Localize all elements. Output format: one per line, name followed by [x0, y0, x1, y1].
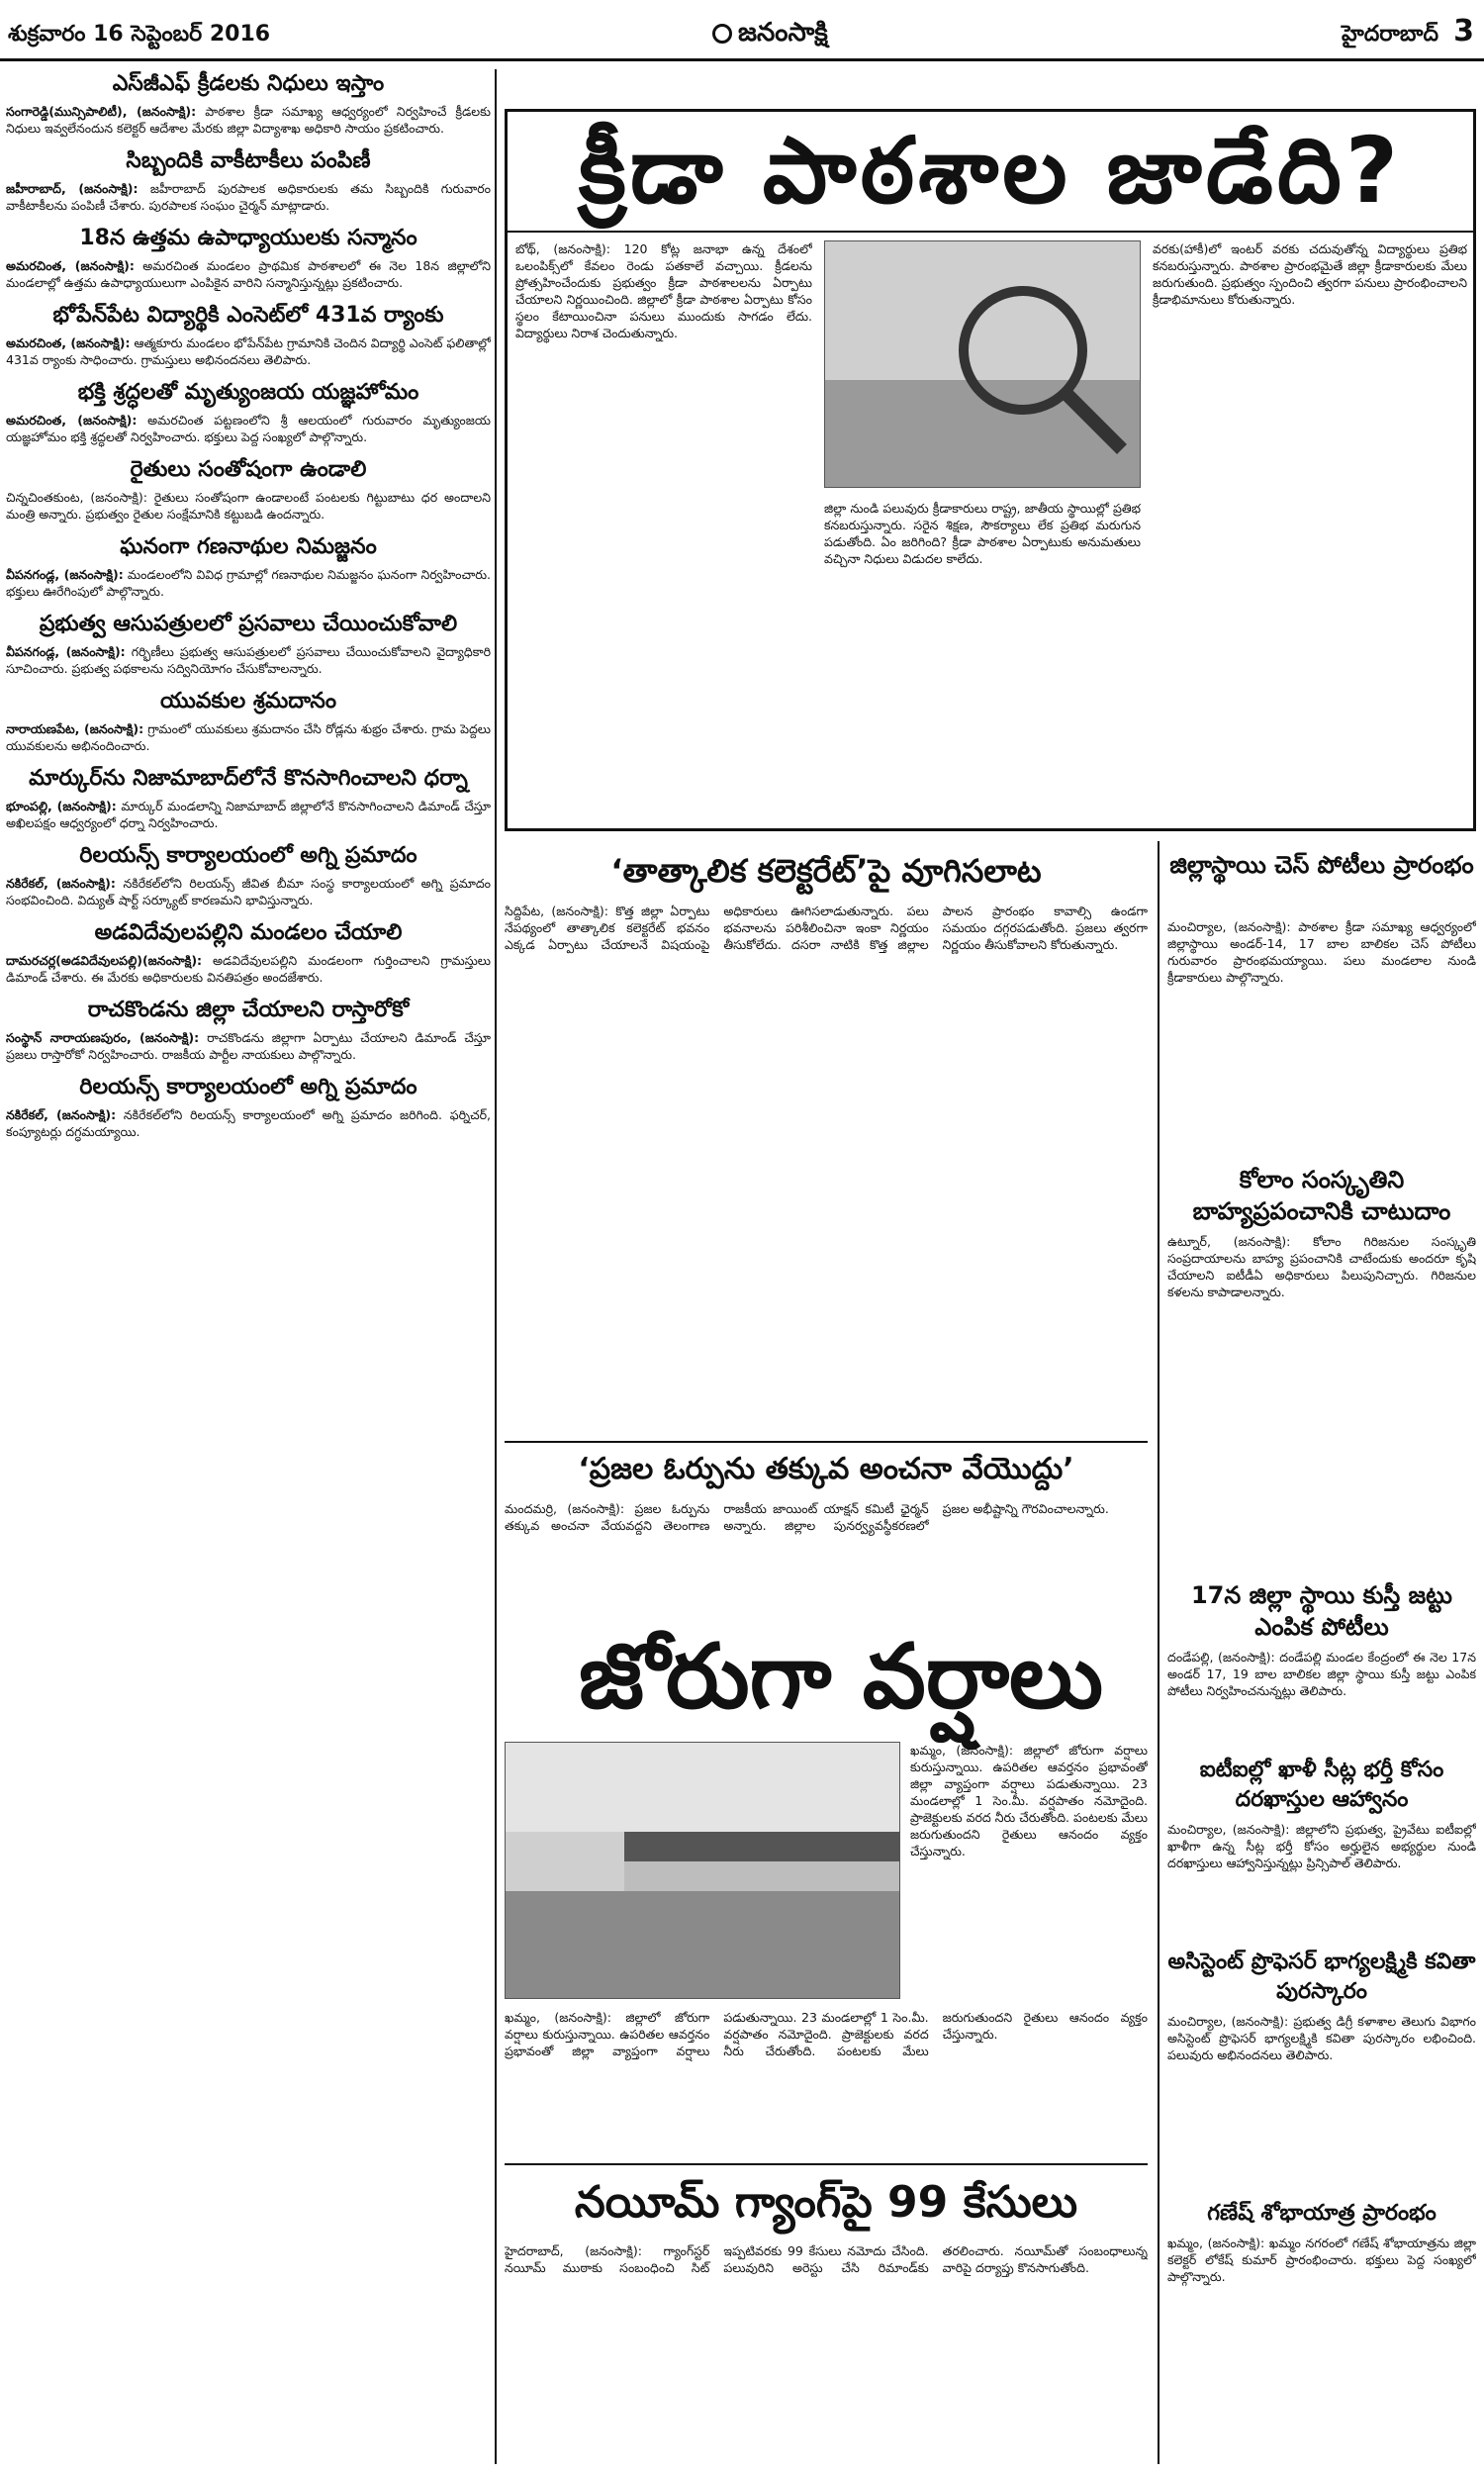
professor-body: మంచిర్యాల, (జనంసాక్షి): ప్రభుత్వ డిగ్రీ కళాశాల తెలుగు విభాగం అసిస్టెంట్ ప్రొఫెసర్ భాగ్యలక్ష్మికి కవితా పురస్కారం లభించింది. పలువురు అభినందనలు తెలిపారు.	[1167, 2014, 1476, 2062]
professor-headline: అసిస్టెంట్ ప్రొఫెసర్ భాగ్యలక్ష్మికి కవితా పురస్కారం	[1167, 1950, 1476, 2004]
page-number: 3	[1453, 14, 1474, 48]
story-body	[6, 103, 491, 137]
story-text: నకిరేకల్‌లోని రిలయన్స్ జీవిత బీమా సంస్థ కార్యాలయంలో అగ్ని ప్రమాదం సంభవించింది. విద్యుత్ షార్ట్ సర్క్యూట్ కారణమని భావిస్తున్నారు.	[6, 876, 491, 907]
story-text: గర్భిణీలు ప్రభుత్వ ఆసుపత్రులలో ప్రసవాలు చేయించుకోవాలని వైద్యాధికారి సూచించారు. ప్రభుత్వ పథకాలను సద్వినియోగం చేసుకోవాలన్నారు.	[6, 644, 491, 676]
story-headline: సిబ్బందికి వాకీటాకీలు పంపిణీ	[126, 148, 371, 173]
story-headline: రాచకొండను జిల్లా చేయాలని రాస్తారోకో	[87, 998, 410, 1022]
collectorate-body: సిద్దిపేట, (జనంసాక్షి): కొత్త జిల్లా ఏర్పాటు నేపథ్యంలో తాత్కాలిక కలెక్టరేట్ భవనం ఎక్కడ ఏర్పాటు చేయాలనే విషయంపై అధికారులు ఊగిసలాడుతున్నారు. పలు భవనాలను పరిశీలించినా ఇంకా నిర్ణయం తీసుకోలేదు. దసరా నాటికి కొత్త జిల్లాల పాలన ప్రారంభం కావాల్సి ఉండగా సమయం దగ్గరపడుతోంది. ప్రజలు త్వరగా నిర్ణయం తీసుకోవాలని కోరుతున్నారు.	[505, 904, 1148, 952]
column-divider	[495, 69, 497, 2464]
story-text: అమరచింత పట్టణంలోని శ్రీ ఆలయంలో గురువారం మృత్యుంజయ యజ్ఞహోమం భక్తి శ్రద్ధలతో నిర్వహించారు. భక్తులు పెద్ద సంఖ్యలో పాల్గొన్నారు.	[6, 413, 491, 444]
story-headline: భోపేన్‌పేట విద్యార్థికి ఎంసెట్‌లో 431వ ర్యాంకు	[52, 303, 444, 328]
story-text: ఆత్మకూరు మండలం భోపేన్‌పేట గ్రామానికి చెందిన విద్యార్థి ఎంసెట్ ఫలితాల్లో 431వ ర్యాంకు సాధించారు. గ్రామస్తులు అభినందనలు తెలిపారు.	[6, 335, 491, 367]
ganesh-headline: గణేష్ శోభాయాత్ర ప్రారంభం	[1207, 2201, 1437, 2226]
magnifier-photo-graphic	[825, 241, 1140, 487]
nayeem-headline: నయీమ్ గ్యాంగ్‌పై 99 కేసులు	[574, 2177, 1078, 2228]
iti-body: మంచిర్యాల, (జనంసాక్షి): జిల్లాలోని ప్రభుత్వ, ప్రైవేటు ఐటీఐల్లో ఖాళీగా ఉన్న సీట్ల భర్తీ కోసం అర్హులైన అభ్యర్థుల నుండి దరఖాస్తులు ఆహ్వానిస్తున్నట్లు ప్రిన్సిపాల్ తెలిపారు.	[1167, 1822, 1476, 1870]
chess-body: మంచిర్యాల, (జనంసాక్షి): పాఠశాల క్రీడా సమాఖ్య ఆధ్వర్యంలో జిల్లాస్థాయి అండర్-14, 17 బాల బాలికల చెస్ పోటీలు గురువారం ప్రారంభమయ్యాయి. పలు మండలాల నుండి క్రీడాకారులు పాల్గొన్నారు.	[1167, 919, 1476, 985]
story-text: రాచకొండను జిల్లాగా ఏర్పాటు చేయాలని డిమాండ్ చేస్తూ ప్రజలు రాస్తారోకో నిర్వహించారు. రాజకీయ పార్టీల నాయకులు పాల్గొన్నారు.	[6, 1030, 491, 1062]
story-text: అమరచింత మండలం ప్రాథమిక పాఠశాలలో ఈ నెల 18న జిల్లాలోని మండలాల్లో ఉత్తమ ఉపాధ్యాయులుగా ఎంపికైన వారిని సన్మానిస్తున్నట్లు ప్రకటించారు.	[6, 258, 491, 290]
story-headline: భక్తి శ్రద్ధలతో మృత్యుంజయ యజ్ఞహోమం	[77, 380, 419, 405]
rains-body: ఖమ్మం, (జనంసాక్షి): జిల్లాలో జోరుగా వర్షాలు కురుస్తున్నాయి. ఉపరితల ఆవర్తనం ప్రభావంతో జిల్లా వ్యాప్తంగా వర్షాలు పడుతున్నాయి. 23 మండలాల్లో 1 సెం.మీ. వర్షపాతం నమోదైంది. ప్రాజెక్టులకు వరద నీరు చేరుతోంది. పంటలకు మేలు జరుగుతుందని రైతులు ఆనందం వ్యక్తం చేస్తున్నారు.	[505, 2010, 1148, 2058]
ganesh-body: ఖమ్మం, (జనంసాక్షి): ఖమ్మం నగరంలో గణేష్ శోభాయాత్రను జిల్లా కలెక్టర్ లోకేష్ కుమార్ ప్రారంభించారు. భక్తులు పెద్ద సంఖ్యలో పాల్గొన్నారు.	[1167, 2236, 1476, 2284]
news-story	[6, 455, 491, 523]
feature-headline: క్రీడా పాఠశాల జాడేది?	[508, 112, 1473, 233]
left-news-column	[6, 69, 491, 2464]
story-dateline: సంస్థాన్ నారాయణపురం, (జనంసాక్షి):	[6, 1030, 200, 1045]
story-dateline: వీపనగండ్ల, (జనంసాక్షి):	[6, 644, 126, 659]
story-body	[6, 180, 491, 214]
story-text: చిన్నచింతకుంట, (జనంసాక్షి): రైతులు సంతోషంగా ఉండాలంటే పంటలకు గిట్టుబాటు ధర అందాలని మంత్రి అన్నారు. ప్రభుత్వం రైతుల సంక్షేమానికి కట్టుబడి ఉందన్నారు.	[6, 490, 491, 522]
story-text: మండలంలోని వివిధ గ్రామాల్లో గణనాథుల నిమజ్జనం ఘనంగా నిర్వహించారు. భక్తులు ఊరేగింపులో పాల్గొన్నారు.	[6, 567, 491, 599]
kolam-headline: కోలాం సంస్కృతిని బాహ్యప్రపంచానికి చాటుదాం	[1192, 1166, 1451, 1225]
story-dateline: అమరచింత, (జనంసాక్షి):	[6, 258, 135, 273]
story-headline: రైతులు సంతోషంగా ఉండాలి	[130, 457, 367, 482]
story-dateline: నకిరేకల్, (జనంసాక్షి):	[6, 876, 116, 891]
story-headline: రిలయన్స్ కార్యాలయంలో అగ్ని ప్రమాదం	[79, 1075, 417, 1099]
story-text: జహీరాబాద్ పురపాలక అధికారులకు తమ సిబ్బందికి గురువారం వాకీటాకీలను పంపిణీ చేశారు. పురపాలక సంఘం చైర్మన్ మాట్లాడారు.	[6, 181, 491, 213]
estimate-body: మందమర్రి, (జనంసాక్షి): ప్రజల ఓర్పును తక్కువ అంచనా వేయవద్దని తెలంగాణ రాజకీయ జాయింట్ యాక్షన్ కమిటీ ఛైర్మన్ అన్నారు. జిల్లాల పునర్వ్యవస్థీకరణలో ప్రజల అభీష్టాన్ని గౌరవించాలన్నారు.	[505, 1501, 1109, 1533]
spillway-shape	[624, 1861, 899, 1891]
news-story	[6, 610, 491, 677]
story-headline: ప్రభుత్వ ఆసుపత్రులలో ప్రసవాలు చేయించుకోవాలి	[39, 612, 458, 636]
feature-story-box	[505, 109, 1476, 831]
issue-date: శుక్రవారం 16 సెప్టెంబర్ 2016	[8, 22, 271, 47]
story-body	[6, 566, 491, 600]
story-dateline: అమరచింత, (జనంసాక్షి):	[6, 335, 131, 350]
feature-column: జిల్లా నుండి పలువురు క్రీడాకారులు రాష్ట్ర, జాతీయ స్థాయిల్లో ప్రతిభ కనబరుస్తున్నారు. సరైన శిక్షణ, సౌకర్యాలు లేక ప్రతిభ మరుగున పడుతోంది. ఏం జరిగింది? క్రీడా పాఠశాల ఏర్పాటుకు అనుమతులు వచ్చినా నిధులు విడుదల కాలేదు.	[824, 501, 1141, 566]
story-body	[6, 952, 491, 986]
kusti-headline: 17న జిల్లా స్థాయి కుస్తీ జట్టు ఎంపిక పోటీలు	[1190, 1581, 1452, 1641]
story-body	[6, 875, 491, 908]
story-body	[6, 257, 491, 291]
rains-headline: జోరుగా వర్షాలు	[578, 1625, 1104, 1729]
news-story	[6, 1073, 491, 1140]
story-text: అడవిదేవులపల్లిని మండలంగా గుర్తించాలని గ్రామస్తులు డిమాండ్ చేశారు. ఈ మేరకు అధికారులకు వినతిపత్రం అందజేశారు.	[6, 953, 491, 985]
story-dateline: దామరచర్ల(అడవిదేవులపల్లి)(జనంసాక్షి):	[6, 953, 203, 968]
feature-body	[515, 240, 1465, 820]
rains-sidebody: ఖమ్మం, (జనంసాక్షి): జిల్లాలో జోరుగా వర్షాలు కురుస్తున్నాయి. ఉపరితల ఆవర్తనం ప్రభావంతో జిల్లా వ్యాప్తంగా వర్షాలు పడుతున్నాయి. 23 మండలాల్లో 1 సెం.మీ. వర్షపాతం నమోదైంది. ప్రాజెక్టులకు వరద నీరు చేరుతోంది. పంటలకు మేలు జరుగుతుందని రైతులు ఆనందం వ్యక్తం చేస్తున్నారు.	[910, 1743, 1148, 1858]
logo-mark-icon	[712, 24, 732, 44]
story-headline: మార్కుర్‌ను నిజామాబాద్‌లోనే కొనసాగించాలని ధర్నా	[29, 766, 468, 791]
logo-text: జనంసాక్షి	[738, 18, 828, 48]
collectorate-headline: ‘తాత్కాలిక కలెక్టరేట్’పై వూగిసలాట	[610, 852, 1042, 890]
iti-headline: ఐటీఐల్లో ఖాళీ సీట్ల భర్తీ కోసం దరఖాస్తుల ఆహ్వానం	[1199, 1758, 1444, 1812]
feature-column: బోథ్, (జనంసాక్షి): 120 కోట్ల జనాభా ఉన్న దేశంలో ఒలంపిక్స్‌లో కేవలం రెండు పతకాలే వచ్చాయి. క్రీడలను ప్రోత్సహించేందుకు ప్రభుత్వం క్రీడా పాఠశాలలను ఏర్పాటు చేయాలని నిర్ణయించింది. జిల్లాలో క్రీడా పాఠశాల ఏర్పాటు కోసం స్థలం కేటాయించినా పనులు ముందుకు సాగడం లేదు. విద్యార్థులు నిరాశ చెందుతున్నారు.	[515, 241, 812, 340]
story-dateline: వీపనగండ్ల, (జనంసాక్షి):	[6, 567, 124, 582]
sports-ground-photo	[824, 240, 1141, 488]
story-text: గ్రామంలో యువకులు శ్రమదానం చేసి రోడ్లను శుభ్రం చేశారు. గ్రామ పెద్దలు యువకులను అభినందించారు.	[6, 721, 491, 753]
chess-headline: జిల్లాస్థాయి చెస్ పోటీలు ప్రారంభం	[1169, 851, 1474, 879]
news-story	[6, 69, 491, 137]
story-body	[6, 412, 491, 445]
newspaper-logo	[712, 18, 828, 53]
story-body	[6, 489, 491, 523]
news-story	[6, 841, 491, 908]
estimate-headline: ‘ప్రజల ఓర్పును తక్కువ అంచనా వేయొద్దు’	[578, 1452, 1074, 1486]
story-body	[6, 798, 491, 831]
dam-photo	[505, 1742, 900, 1999]
story-body	[6, 334, 491, 368]
story-text: పాఠశాల క్రీడా సమాఖ్య ఆధ్వర్యంలో నిర్వహించే క్రీడలకు నిధులు ఇవ్వలేనందున కలెక్టర్ ఆదేశాల మేరకు జిల్లా విద్యాశాఖ అధికారి సాయం ప్రకటించారు.	[6, 104, 491, 136]
story-body	[6, 1106, 491, 1140]
story-body	[6, 643, 491, 677]
story-dateline: భూంపల్లి, (జనంసాక్షి):	[6, 799, 117, 813]
nayeem-body: హైదరాబాద్, (జనంసాక్షి): గ్యాంగ్‌స్టర్ నయీమ్ ముఠాకు సంబంధించి సిట్ ఇప్పటివరకు 99 కేసులు నమోదు చేసింది. పలువురిని అరెస్టు చేసి రిమాండ్‌కు తరలించారు. నయీమ్‌తో సంబంధాలున్న వారిపై దర్యాప్తు కొనసాగుతోంది.	[505, 2243, 1148, 2275]
section-divider	[505, 2163, 1148, 2165]
story-dateline: జహీరాబాద్, (జనంసాక్షి):	[6, 181, 139, 196]
story-text: మార్కుర్ మండలాన్ని నిజామాబాద్ జిల్లాలోనే కొనసాగించాలని డిమాండ్ చేస్తూ అఖిలపక్షం ఆధ్వర్యంలో ధర్నా నిర్వహించారు.	[6, 799, 491, 830]
news-story	[6, 301, 491, 368]
section-divider	[505, 1441, 1148, 1443]
story-headline: ఎస్‌జీఎఫ్ క్రీడలకు నిధులు ఇస్తాం	[112, 71, 385, 96]
story-dateline: అమరచింత, (జనంసాక్షి):	[6, 413, 138, 428]
kusti-body: దండేపల్లి, (జనంసాక్షి): దండేపల్లి మండల కేంద్రంలో ఈ నెల 17న అండర్ 17, 19 బాల బాలికల జిల్లా స్థాయి కుస్తీ జట్టు ఎంపిక పోటీలు నిర్వహించనున్నట్లు తెలిపారు.	[1167, 1650, 1476, 1698]
story-dateline: నకిరేకల్, (జనంసాక్షి):	[6, 1107, 117, 1122]
story-dateline: సంగారెడ్డి(మున్సిపాలిటీ), (జనంసాక్షి):	[6, 104, 197, 119]
news-story	[6, 996, 491, 1063]
feature-column: వరకు(హాకీ)లో ఇంటర్ వరకు చదువుతోన్న విద్యార్థులు ప్రతిభ కనబరుస్తున్నారు. పాఠశాల ప్రారంభమైతే జిల్లా క్రీడాకారులకు మేలు జరుగుతుంది. ప్రభుత్వం స్పందించి త్వరగా పనులు ప్రారంభించాలని క్రీడాభిమానులు కోరుతున్నారు.	[1153, 241, 1467, 307]
dam-wall-shape	[624, 1832, 899, 1861]
news-story	[6, 532, 491, 600]
story-headline: ఘనంగా గణనాథుల నిమజ్జనం	[120, 534, 377, 559]
kolam-body: ఉట్నూర్, (జనంసాక్షి): కోలాం గిరిజనుల సంస్కృతి సంప్రదాయాలను బాహ్య ప్రపంచానికి చాటేందుకు అందరూ కృషి చేయాలని ఐటీడీఏ అధికారులు పిలుపునిచ్చారు. గిరిజనుల కళలను కాపాడాలన్నారు.	[1167, 1234, 1476, 1299]
masthead	[0, 0, 1484, 61]
news-story	[6, 918, 491, 986]
dam-graphic	[506, 1743, 899, 1998]
news-story	[6, 687, 491, 754]
story-body	[6, 1029, 491, 1063]
story-dateline: నారాయణపేట, (జనంసాక్షి):	[6, 721, 144, 736]
sky-shape	[506, 1743, 899, 1832]
news-story	[6, 764, 491, 831]
story-headline: అడవిదేవులపల్లిని మండలం చేయాలి	[94, 920, 403, 945]
story-headline: యువకుల శ్రమదానం	[159, 689, 337, 714]
edition-city: హైదరాబాద్	[1342, 22, 1438, 47]
story-body	[6, 720, 491, 754]
news-story	[6, 224, 491, 291]
news-story	[6, 378, 491, 445]
news-story	[6, 146, 491, 214]
story-text: నకిరేకల్‌లోని రిలయన్స్ కార్యాలయంలో అగ్ని ప్రమాదం జరిగింది. ఫర్నిచర్, కంప్యూటర్లు దగ్ధమయ్యాయి.	[6, 1107, 491, 1139]
story-headline: రిలయన్స్ కార్యాలయంలో అగ్ని ప్రమాదం	[79, 843, 417, 868]
story-headline: 18న ఉత్తమ ఉపాధ్యాయులకు సన్మానం	[79, 226, 417, 250]
water-shape	[506, 1891, 899, 1998]
